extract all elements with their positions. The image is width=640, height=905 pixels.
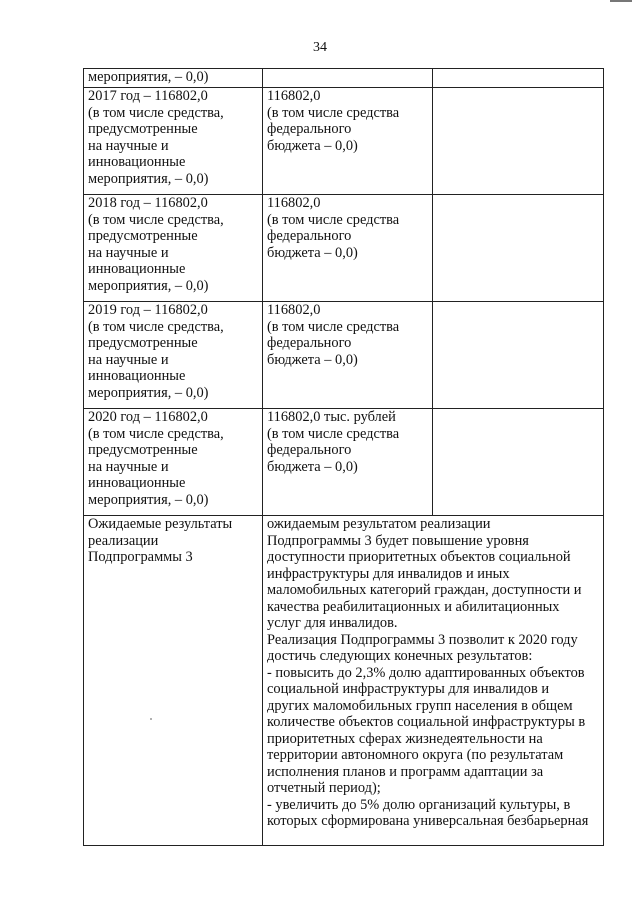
federal-budget-cell-line: 116802,0 [267, 195, 321, 211]
funding-total-cell [84, 409, 263, 516]
results-text-cell-line: Подпрограммы 3 будет повышение уровня [267, 532, 529, 549]
funding-total-cell-line: мероприятия, – 0,0) [88, 277, 209, 294]
results-text-cell-line: услуг для инвалидов. [267, 615, 398, 631]
program-funding-table [83, 68, 604, 846]
other-source-cell [433, 69, 604, 88]
funding-total-cell-line: (в том числе средства, [88, 104, 224, 121]
results-text-cell-line: количестве объектов социальной инфраструктуры в [267, 714, 586, 730]
federal-budget-cell-line: бюджета – 0,0) [267, 137, 358, 154]
funding-total-cell [84, 69, 263, 88]
federal-budget-cell-line: бюджета – 0,0) [267, 458, 358, 475]
federal-budget-cell-line: федерального [267, 335, 352, 351]
results-text-cell-line: Реализация Подпрограммы 3 позволит к 2020 году [267, 631, 578, 648]
results-text-cell-line: - увеличить до 5% долю организаций культуры, в [267, 796, 571, 813]
funding-total-cell-line: 2017 год – 116802,0 [88, 88, 208, 104]
funding-total-cell-line: 2019 год – 116802,0 [88, 302, 208, 318]
results-text-cell-line: социальной инфраструктуры для инвалидов и [267, 681, 550, 697]
federal-budget-cell-line: 116802,0 тыс. рублей [267, 409, 396, 425]
results-text-cell-line: маломобильных категорий граждан, доступности и [267, 582, 582, 598]
funding-total-cell-line: мероприятия, – 0,0) [88, 69, 209, 85]
federal-budget-cell-line: (в том числе средства [267, 104, 400, 121]
federal-budget-cell-line: 116802,0 [267, 88, 321, 104]
page-number: 34 [313, 40, 327, 55]
funding-total-cell-line: (в том числе средства, [88, 318, 224, 335]
other-source-cell [433, 195, 604, 302]
federal-budget-cell-line: (в том числе средства [267, 211, 400, 228]
funding-total-cell-line: мероприятия, – 0,0) [88, 170, 209, 187]
federal-budget-cell-line: федерального [267, 121, 352, 137]
scan-speck [150, 718, 152, 720]
funding-total-cell-line: на научные и [88, 244, 169, 261]
federal-budget-cell [263, 302, 433, 409]
funding-total-cell-line: мероприятия, – 0,0) [88, 384, 209, 401]
results-text-cell-line: которых сформирована универсальная безбарьерная [267, 813, 589, 829]
funding-total-cell-line: 2020 год – 116802,0 [88, 409, 208, 425]
federal-budget-cell [263, 195, 433, 302]
results-text-cell-line: - повысить до 2,3% долю адаптированных объектов [267, 664, 585, 681]
funding-total-cell-line: инновационные [88, 154, 186, 170]
results-text-cell-line: достичь следующих конечных результатов: [267, 648, 533, 664]
federal-budget-cell-line: федерального [267, 228, 352, 244]
results-label-cell-line: реализации [88, 532, 159, 549]
funding-total-cell-line: на научные и [88, 458, 169, 475]
funding-total-cell-line: инновационные [88, 368, 186, 384]
results-text-cell-line: территории автономного округа (по результатам [267, 747, 564, 763]
results-text-cell [263, 516, 604, 846]
results-label-cell-line: Ожидаемые результаты [88, 516, 233, 532]
results-label-cell [84, 516, 263, 846]
table-body [84, 69, 604, 846]
federal-budget-cell [263, 88, 433, 195]
federal-budget-cell [263, 69, 433, 88]
results-text-cell-line: качества реабилитационных и абилитационных [267, 598, 560, 615]
results-text-cell-line: исполнения планов и программ адаптации за [267, 763, 544, 780]
results-text-cell-line: доступности приоритетных объектов социальной [267, 549, 571, 565]
results-text-cell-line: ожидаемым результатом реализации [267, 516, 491, 532]
funding-total-cell-line: (в том числе средства, [88, 425, 224, 442]
table-row-year [84, 409, 604, 516]
funding-total-cell [84, 88, 263, 195]
funding-total-cell-line: мероприятия, – 0,0) [88, 491, 209, 508]
other-source-cell [433, 409, 604, 516]
funding-total-cell-line: 2018 год – 116802,0 [88, 195, 208, 211]
results-text-cell-line: приоритетных сферах жизнедеятельности на [267, 730, 543, 747]
results-label-cell-line: Подпрограммы 3 [88, 549, 193, 565]
funding-total-cell-line: инновационные [88, 475, 186, 491]
funding-total-cell-line: предусмотренные [88, 335, 198, 351]
funding-total-cell-line: (в том числе средства, [88, 211, 224, 228]
funding-total-cell-line: предусмотренные [88, 442, 198, 458]
federal-budget-cell-line: бюджета – 0,0) [267, 244, 358, 261]
table-row-year [84, 88, 604, 195]
funding-total-cell-line: на научные и [88, 137, 169, 154]
funding-total-cell-line: инновационные [88, 261, 186, 277]
scan-corner-mark [610, 0, 632, 2]
federal-budget-cell-line: федерального [267, 442, 352, 458]
funding-total-cell [84, 195, 263, 302]
federal-budget-cell-line: (в том числе средства [267, 425, 400, 442]
federal-budget-cell-line: бюджета – 0,0) [267, 351, 358, 368]
table-row-continuation [84, 69, 604, 88]
funding-total-cell-line: предусмотренные [88, 121, 198, 137]
federal-budget-cell [263, 409, 433, 516]
federal-budget-cell-line: (в том числе средства [267, 318, 400, 335]
table-row-year [84, 195, 604, 302]
results-text-cell-line: других маломобильных групп населения в общем [267, 697, 573, 714]
funding-total-cell-line: предусмотренные [88, 228, 198, 244]
other-source-cell [433, 302, 604, 409]
funding-total-cell-line: на научные и [88, 351, 169, 368]
other-source-cell [433, 88, 604, 195]
results-text-cell-line: отчетный период); [267, 780, 381, 796]
table-row-year [84, 302, 604, 409]
table-row-expected-results [84, 516, 604, 846]
federal-budget-cell-line: 116802,0 [267, 302, 321, 318]
results-text-cell-line: инфраструктуры для инвалидов и иных [267, 565, 510, 582]
funding-total-cell [84, 302, 263, 409]
